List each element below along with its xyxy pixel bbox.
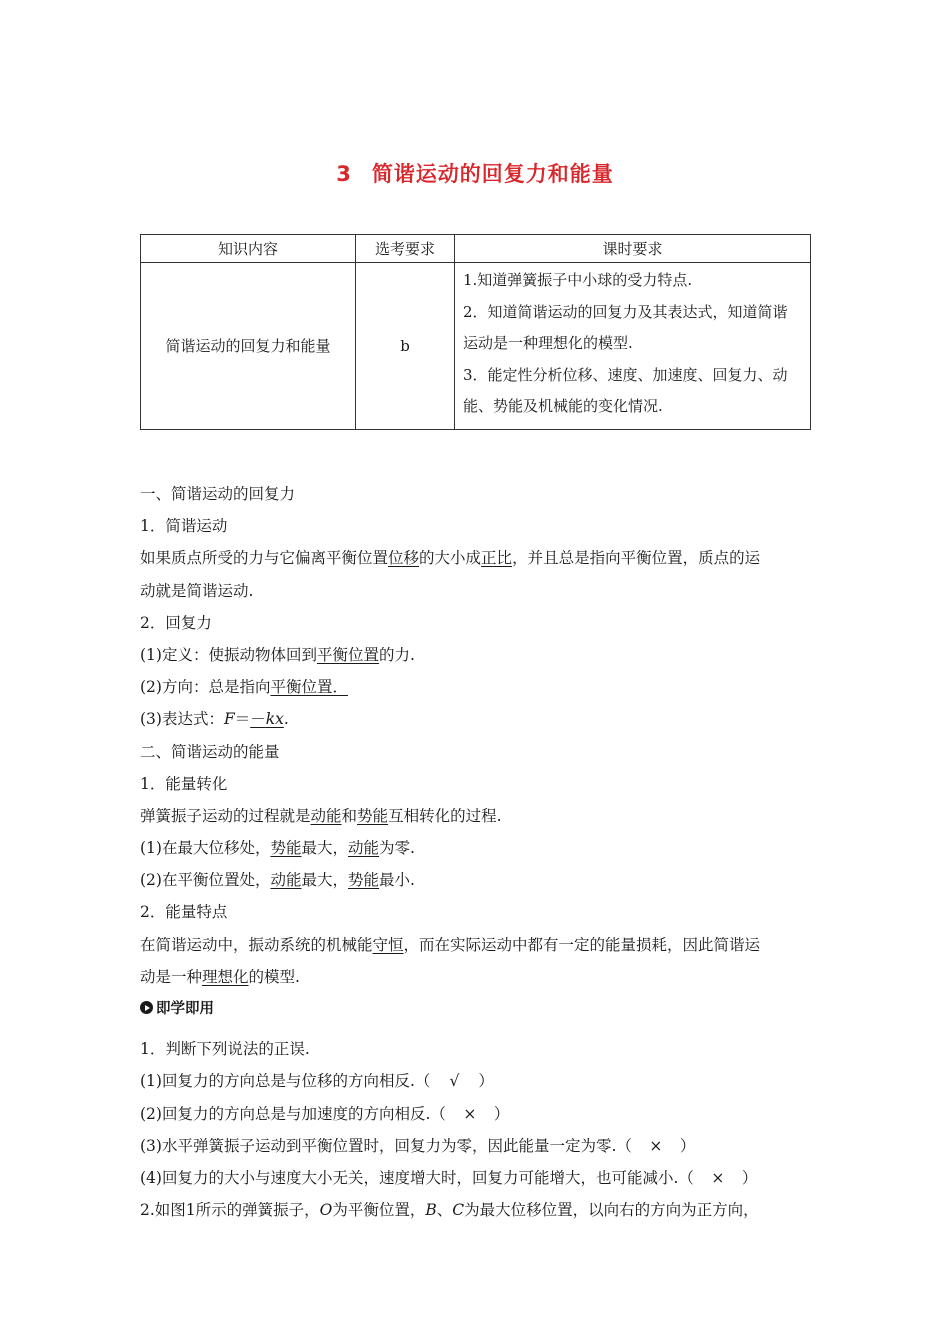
variable-kx: kx bbox=[265, 710, 284, 729]
text: (4)回复力的大小与速度大小无关，速度增大时，回复力可能增大，也可能减小.（ bbox=[140, 1168, 694, 1187]
main-content bbox=[140, 478, 812, 1226]
paragraph-line bbox=[140, 929, 812, 961]
answer-blank: 平衡位置． bbox=[270, 678, 348, 697]
header-content: 知识内容 bbox=[141, 235, 356, 263]
text: 动是一种 bbox=[140, 967, 203, 986]
text: ） bbox=[493, 1104, 510, 1123]
paragraph-line bbox=[140, 832, 812, 864]
cross-mark: × bbox=[463, 1104, 477, 1123]
cross-mark: × bbox=[711, 1168, 725, 1187]
text: 如果质点所受的力与它偏离平衡位置 bbox=[140, 549, 389, 568]
play-circle-icon bbox=[140, 1001, 153, 1014]
variable-B: B bbox=[425, 1201, 437, 1220]
answer-blank: 动能 bbox=[310, 806, 342, 825]
judgement-item bbox=[140, 1130, 812, 1162]
requirements-table bbox=[140, 234, 811, 430]
answer-blank: 理想化 bbox=[202, 967, 249, 986]
minus-sign: － bbox=[250, 710, 266, 729]
text: 的力. bbox=[378, 645, 415, 664]
question-title: 1．判断下列说法的正误. bbox=[140, 1040, 310, 1059]
text: (2)方向：总是指向 bbox=[140, 678, 271, 697]
answer-blank: 动能 bbox=[270, 871, 302, 890]
text: ，而在实际运动中都有一定的能量损耗，因此简谐运 bbox=[403, 935, 761, 954]
text: 的模型. bbox=[248, 967, 300, 986]
answer-blank: 势能 bbox=[357, 806, 389, 825]
cell-requirements bbox=[455, 263, 811, 430]
check-mark: √ bbox=[449, 1072, 460, 1091]
judgement-item bbox=[140, 1162, 812, 1194]
answer-blank bbox=[250, 710, 284, 728]
subsection-title: 2．能量特点 bbox=[140, 903, 228, 922]
requirement-item: 1.知道弹簧振子中小球的受力特点. bbox=[463, 271, 693, 289]
subsection-title: 1．简谐运动 bbox=[140, 517, 228, 536]
page-title bbox=[0, 158, 950, 188]
text: 最大， bbox=[301, 839, 348, 858]
table-row bbox=[141, 263, 811, 430]
paragraph-line bbox=[140, 703, 812, 735]
paragraph-line bbox=[140, 542, 812, 574]
text: 2.如图1所示的弹簧振子， bbox=[140, 1201, 320, 1220]
text: 在简谐运动中，振动系统的机械能 bbox=[140, 935, 373, 954]
subsection-title: 2．回复力 bbox=[140, 613, 212, 632]
paragraph-line bbox=[140, 864, 812, 896]
text: ） bbox=[478, 1072, 494, 1091]
text: (2)在平衡位置处， bbox=[140, 871, 271, 890]
text: . bbox=[283, 710, 289, 729]
practice-heading bbox=[140, 993, 812, 1025]
text: 为零. bbox=[379, 839, 415, 858]
judgement-item bbox=[140, 1065, 812, 1097]
answer-blank: 势能 bbox=[348, 871, 380, 890]
text: 最小. bbox=[379, 871, 415, 890]
text: ） bbox=[741, 1168, 758, 1187]
text: 互相转化的过程. bbox=[388, 806, 502, 825]
text: (3)表达式： bbox=[140, 710, 224, 729]
answer-blank: 平衡位置 bbox=[316, 645, 379, 664]
variable-C: C bbox=[452, 1201, 465, 1220]
text: 为平衡位置， bbox=[332, 1201, 426, 1220]
cell-content: 简谐运动的回复力和能量 bbox=[141, 263, 356, 430]
judgement-item bbox=[140, 1098, 812, 1130]
paragraph-line bbox=[140, 961, 812, 993]
answer-blank: 势能 bbox=[270, 839, 302, 858]
text: (1)回复力的方向总是与位移的方向相反.（ bbox=[140, 1072, 431, 1091]
text: 弹簧振子运动的过程就是 bbox=[140, 806, 311, 825]
text: 最大， bbox=[301, 871, 348, 890]
paragraph-line bbox=[140, 800, 812, 832]
variable-O: O bbox=[319, 1201, 333, 1220]
text: (3)水平弹簧振子运动到平衡位置时，回复力为零，因此能量一定为零.（ bbox=[140, 1136, 632, 1155]
title-text: 简谐运动的回复力和能量 bbox=[371, 162, 614, 186]
answer-blank: 动能 bbox=[348, 839, 380, 858]
header-level: 选考要求 bbox=[356, 235, 455, 263]
requirement-item: 3．能定性分析位移、速度、加速度、回复力、动能、势能及机械能的变化情况. bbox=[463, 365, 788, 415]
section-heading: 二、简谐运动的能量 bbox=[140, 742, 280, 761]
answer-blank: 守恒 bbox=[372, 935, 404, 954]
text: 、 bbox=[436, 1201, 453, 1220]
text: 和 bbox=[341, 806, 358, 825]
question-line bbox=[140, 1194, 812, 1226]
text: (2)回复力的方向总是与加速度的方向相反.（ bbox=[140, 1104, 446, 1123]
header-requirements: 课时要求 bbox=[455, 235, 811, 263]
answer-blank: 位移 bbox=[388, 549, 420, 568]
paragraph-line bbox=[140, 639, 812, 671]
table-header-row bbox=[141, 235, 811, 263]
cell-level: b bbox=[356, 263, 455, 430]
text: ） bbox=[679, 1136, 696, 1155]
text: 为最大位移位置，以向右的方向为正方向， bbox=[464, 1201, 759, 1220]
text: (1)在最大位移处， bbox=[140, 839, 271, 858]
requirement-item: 2．知道简谐运动的回复力及其表达式，知道简谐运动是一种理想化的模型. bbox=[463, 302, 788, 352]
text: 的大小成 bbox=[419, 549, 482, 568]
paragraph-line bbox=[140, 671, 812, 703]
variable-F: F bbox=[223, 710, 235, 729]
paragraph-line: 动就是简谐运动. bbox=[140, 581, 254, 600]
practice-heading-text: 即学即用 bbox=[156, 1001, 214, 1017]
text: (1)定义：使振动物体回到 bbox=[140, 645, 317, 664]
section-heading: 一、简谐运动的回复力 bbox=[140, 485, 296, 503]
title-number: 3 bbox=[336, 162, 352, 186]
subsection-title: 1．能量转化 bbox=[140, 774, 228, 793]
text: ＝ bbox=[234, 710, 251, 729]
answer-blank: 正比 bbox=[481, 549, 513, 568]
text: ，并且总是指向平衡位置，质点的运 bbox=[512, 549, 761, 568]
cross-mark: × bbox=[649, 1136, 663, 1155]
